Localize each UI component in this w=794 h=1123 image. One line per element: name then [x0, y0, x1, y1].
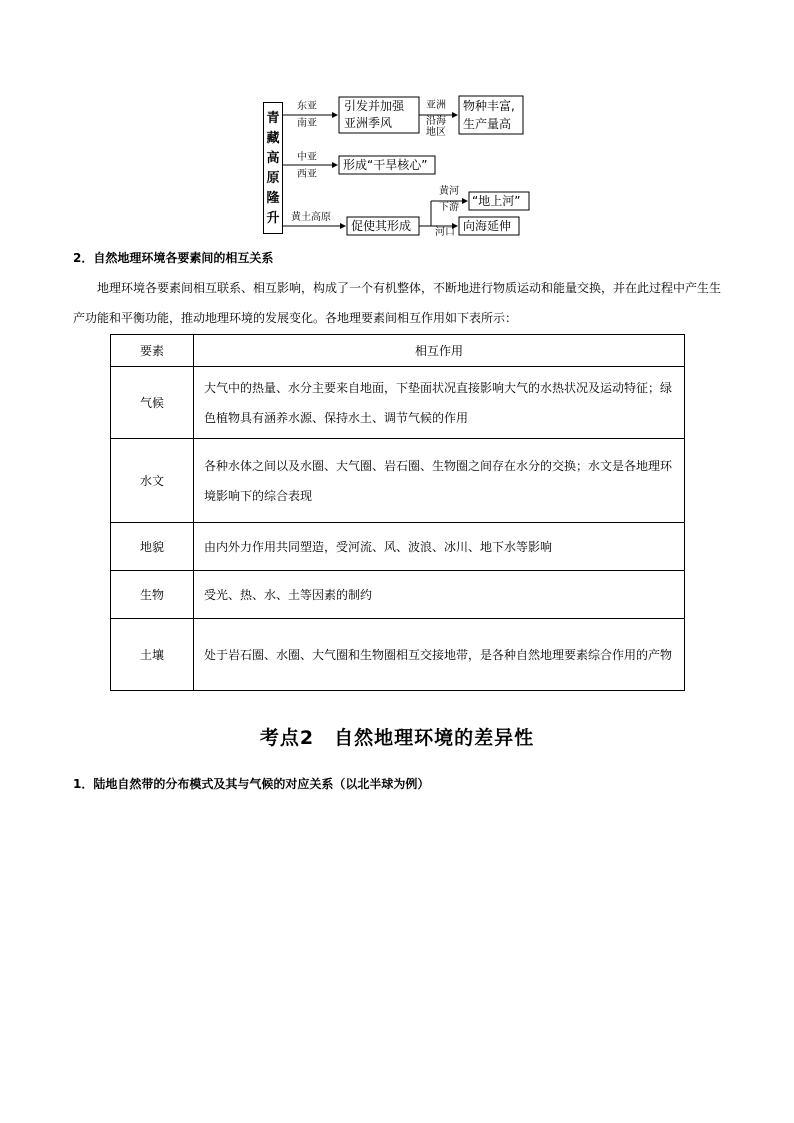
cell-element: 地貌 [111, 523, 194, 571]
uplift-char: 高 [266, 151, 280, 166]
box-loess-text: 促使其形成 [351, 219, 412, 233]
cell-interaction: 处于岩石圈、水圈、大气圈和生物圈相互交接地带，是各种自然地理要素综合作用的产物 [194, 619, 685, 691]
box-species-line1: 物种丰富, [463, 99, 515, 113]
cell-element: 生物 [111, 571, 194, 619]
tibet-plateau-uplift-diagram [255, 92, 545, 242]
label-estuary: 河口 [435, 227, 455, 238]
table-row [111, 523, 685, 571]
elements-interaction-table [110, 334, 685, 691]
box-extend-sea-text: 向海延伸 [463, 219, 512, 233]
label-yellow-river: 黄河 [439, 186, 459, 197]
label-coastal: 沿海 [426, 116, 446, 127]
table-row [111, 571, 685, 619]
section-title-differences: 考点2 自然地理环境的差异性 [259, 727, 535, 749]
label-asia: 亚洲 [426, 100, 446, 111]
cell-interaction: 各种水体之间以及水圈、大气圈、岩石圈、生物圈之间存在水分的交换；水文是各地理环境影响下的综合表现 [194, 439, 685, 523]
cell-element: 水文 [111, 439, 194, 523]
section-heading-natural-zones: 1．陆地自然带的分布模式及其与气候的对应关系（以北半球为例） [73, 777, 430, 791]
uplift-char: 升 [266, 211, 280, 226]
box-suspended-river-text: “地上河” [472, 194, 521, 208]
box-monsoon-line2: 亚洲季风 [344, 116, 393, 130]
label-loess-plateau: 黄土高原 [291, 212, 331, 223]
cell-element: 气候 [111, 367, 194, 439]
label-east-asia: 东亚 [297, 101, 317, 112]
label-region: 地区 [426, 127, 446, 138]
box-monsoon-line1: 引发并加强 [344, 99, 405, 113]
label-downstream: 下游 [439, 202, 459, 213]
table-row [111, 439, 685, 523]
box-drought-text: 形成“干旱核心” [343, 158, 428, 172]
label-south-asia: 南亚 [297, 118, 317, 129]
table-header-row [111, 335, 685, 367]
uplift-char: 原 [266, 171, 280, 186]
label-central-asia: 中亚 [297, 152, 317, 163]
table-row [111, 619, 685, 691]
box-species-line2: 生产量高 [463, 117, 512, 131]
uplift-label-box [263, 102, 283, 234]
table-row [111, 367, 685, 439]
cell-interaction: 由内外力作用共同塑造，受河流、风、波浪、冰川、地下水等影响 [194, 523, 685, 571]
cell-interaction: 大气中的热量、水分主要来自地面，下垫面状况直接影响大气的水热状况及运动特征；绿色植物具有涵养水源、保持水土、调节气候的作用 [194, 367, 685, 439]
uplift-char: 隆 [266, 191, 280, 206]
header-element: 要素 [111, 335, 194, 367]
uplift-char: 青 [266, 111, 280, 126]
paragraph-relations: 地理环境各要素间相互联系、相互影响，构成了一个有机整体，不断地进行物质运动和能量交换，并在此过程中产生生产功能和平衡功能，推动地理环境的发展变化。各地理要素间相互作用如下表所示： [73, 281, 722, 325]
cell-element: 土壤 [111, 619, 194, 691]
uplift-char: 藏 [266, 131, 280, 146]
cell-interaction: 受光、热、水、土等因素的制约 [194, 571, 685, 619]
section-heading-relations: 2．自然地理环境各要素间的相互关系 [73, 251, 274, 265]
label-west-asia: 西亚 [297, 169, 317, 180]
header-interaction: 相互作用 [194, 335, 685, 367]
